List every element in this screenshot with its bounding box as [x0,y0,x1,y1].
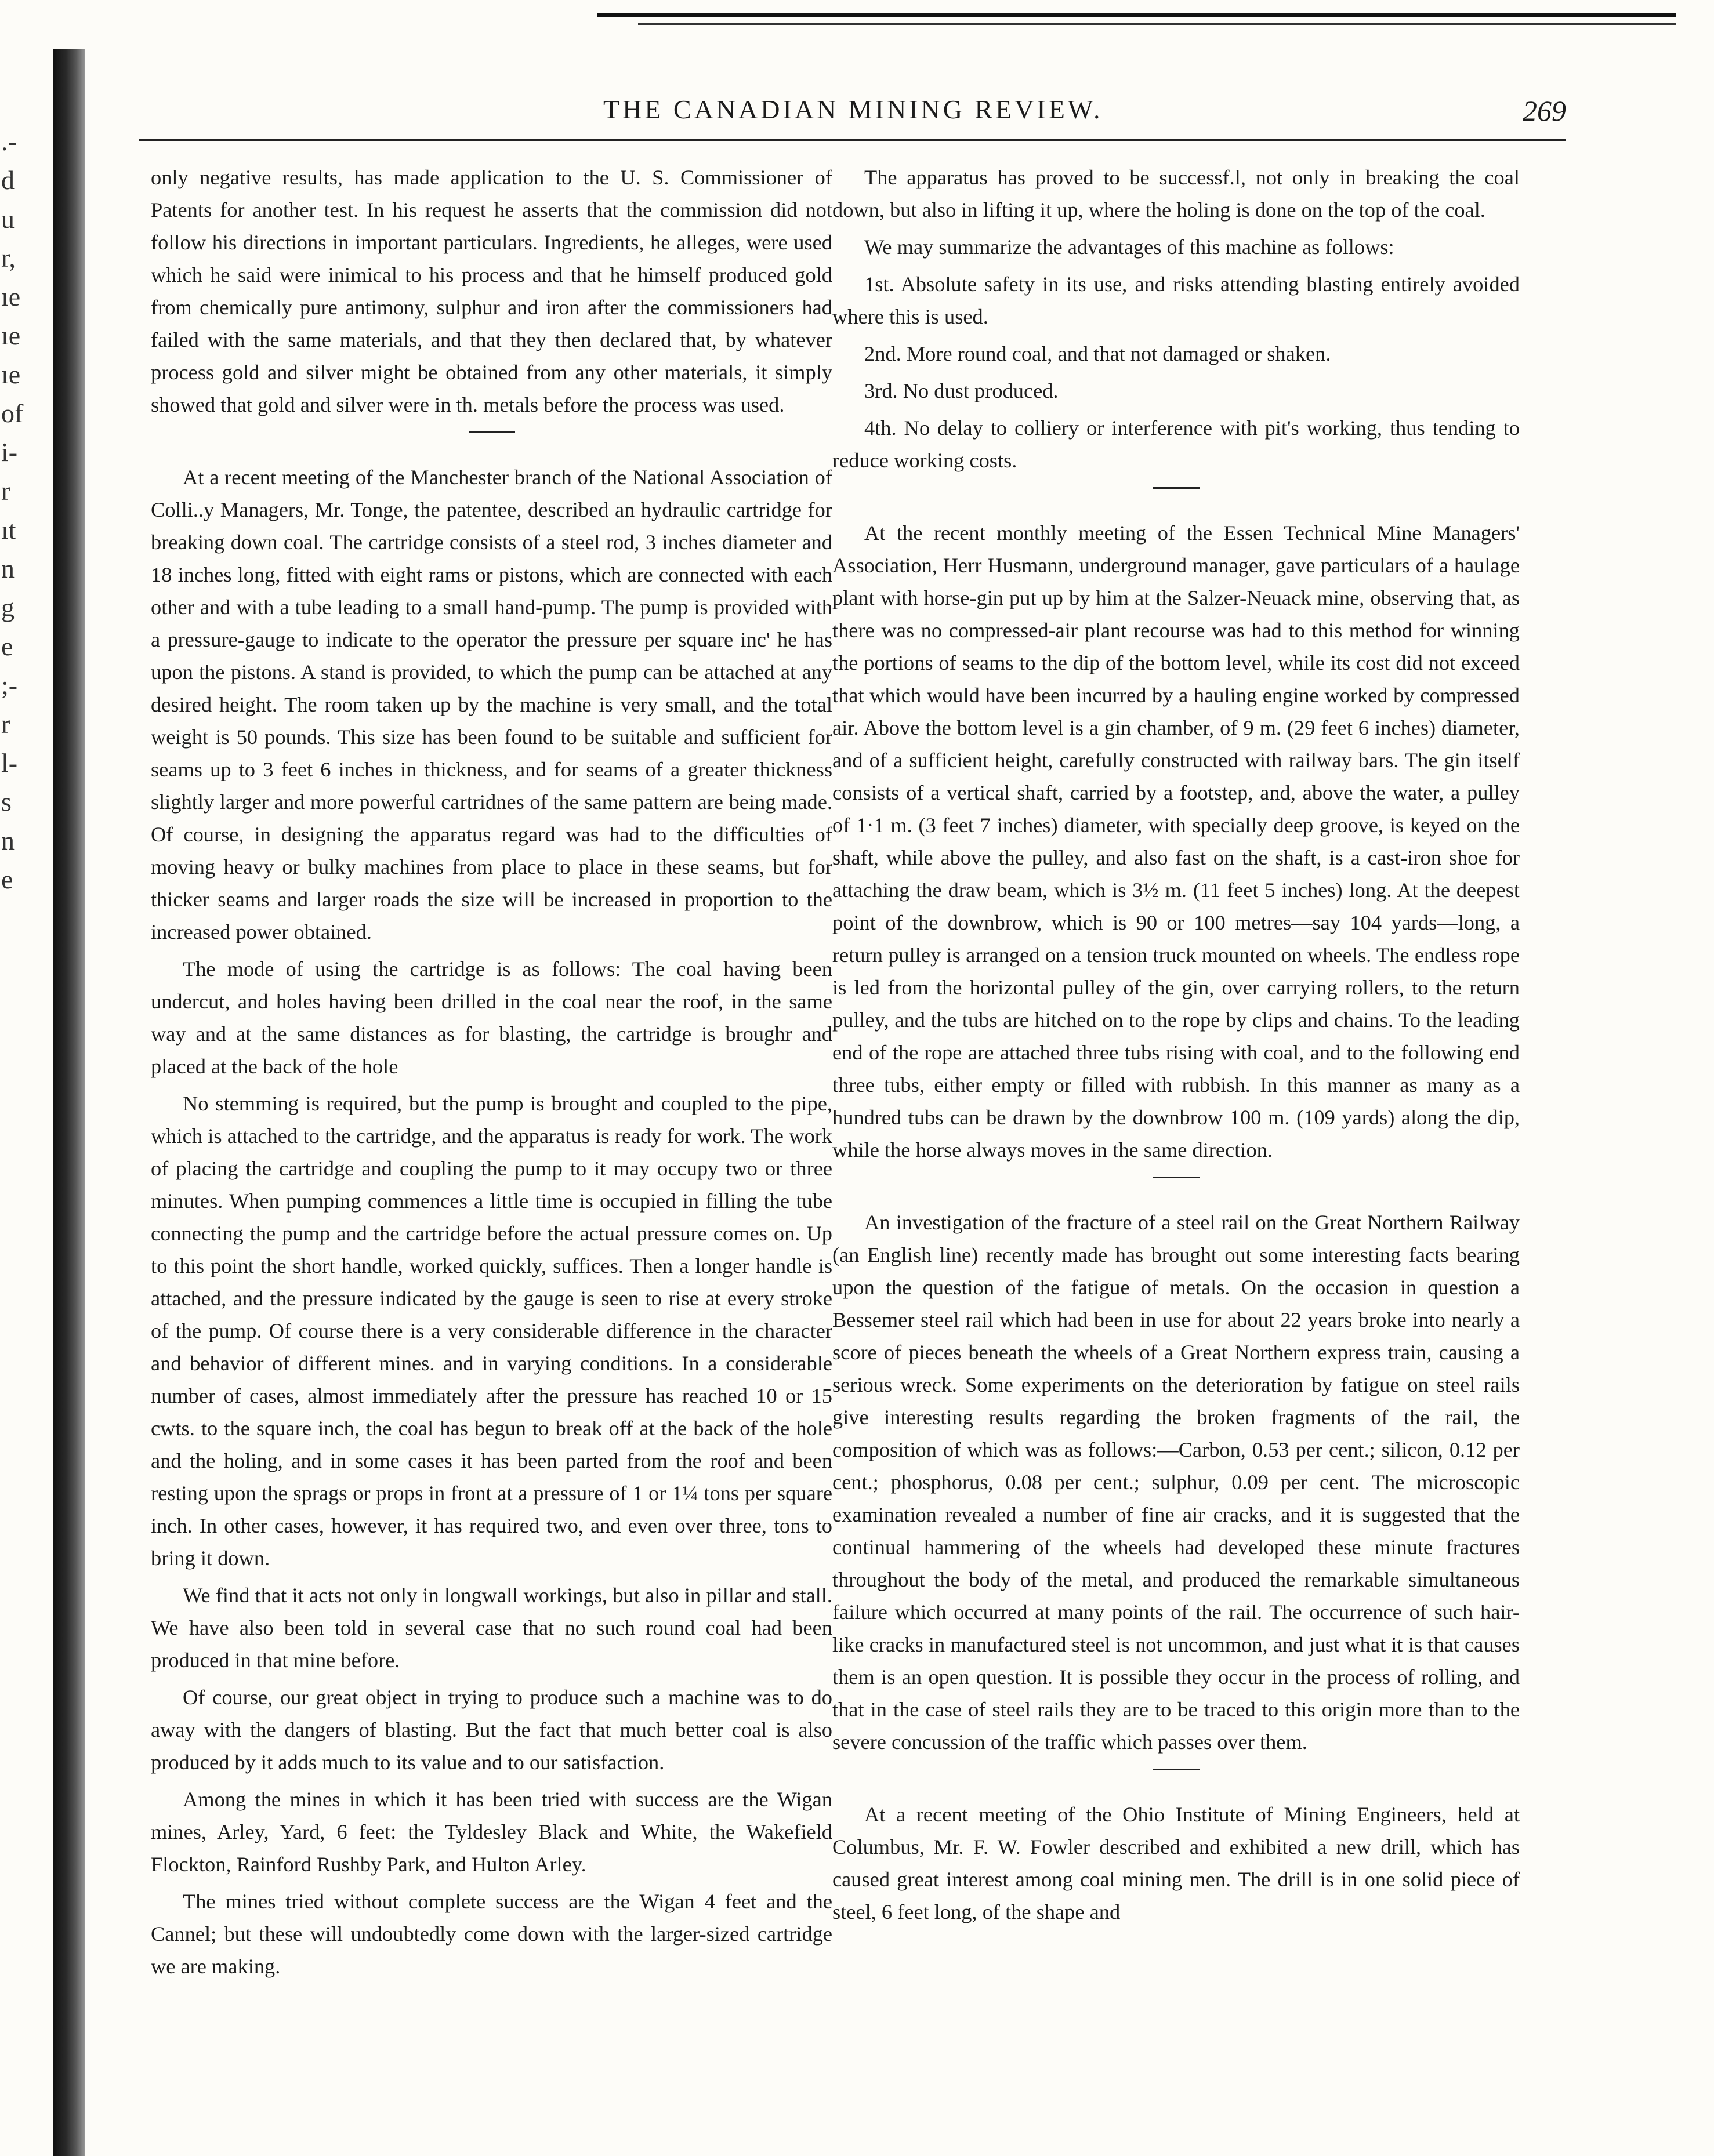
margin-fragment: r, [1,243,16,273]
paragraph: Of course, our great object in trying to produce such a machine was to do away with the dangers of blasting. But the fact that much better coal is also produced by it adds much to its value and to our satisfaction. [151,1686,832,1774]
margin-fragment: ıe [1,321,21,350]
margin-fragment: r [1,476,10,506]
list-item: 3rd. No dust produced. [864,379,1059,402]
section-separator [1153,1177,1200,1178]
margin-fragment: s [1,787,12,816]
margin-fragment: n [1,554,15,583]
margin-fragment: u [1,204,15,234]
list-item: 4th. No delay to colliery or interference with pit's working, thus tending to reduce working costs. [832,416,1520,472]
paragraph: No stemming is required, but the pump is brought and coupled to the pipe, which is attached to the cartridge, and the apparatus is ready for work. The work of placing the cartridge and coupling the pump to it may occupy two or three minutes. When pumping commences a little time is occupied in filling the tube connecting the pump and the cartridge before the actual pressure comes on. Up to this point the short handle, worked quickly, suffices. Then a longer handle is attached, and the pressure indicated by the gauge is seen to rise at every stroke of the pump. Of course there is a very considerable difference in the character and behavior of different mines. and in varying conditions. In a considerable number of cases, almost immediately after the pressure has reached 10 or 15 cwts. to the square inch, the coal has begun to break off at the back of the hole and the holing, and in some cases it has been parted from the roof and been resting upon the sprags or props in front at a pressure of 1 or 1¼ tons per square inch. In other cases, however, it has required two, and even over three, tons to bring it down. [151,1092,832,1570]
margin-fragment: d [1,165,15,195]
margin-fragments [1,122,48,899]
top-border-rule-thin [638,23,1676,25]
paragraph: The mode of using the cartridge is as follows: The coal having been undercut, and holes having been drilled in the coal near the roof, in the same way and at the same distances as for blasting, the cartridge is broughr and placed at the back of the hole [151,957,832,1078]
left-column [151,161,832,1987]
margin-fragment: n [1,826,15,855]
page-number: 269 [1523,95,1566,127]
header-rule [139,139,1566,141]
section-separator [469,431,515,433]
margin-fragment: ;- [1,670,18,700]
page-header [139,94,1566,135]
margin-fragment: i- [1,437,18,467]
paragraph: The mines tried without complete success are the Wigan 4 feet and the Cannel; but these will undoubtedly come down with the larger-sized cartridge we are making. [151,1890,832,1978]
paragraph: At a recent meeting of the Ohio Institute of Mining Engineers, held at Columbus, Mr. F. W. Fowler described and exhibited a new drill, which has caused great interest among coal mining men. The drill is in one solid piece of steel, 6 feet long, of the shape and [832,1803,1520,1923]
running-title: THE CANADIAN MINING REVIEW. [603,95,1103,124]
margin-fragment: g [1,593,15,622]
margin-fragment: ıt [1,515,16,545]
paragraph: At a recent meeting of the Manchester branch of the National Association of Colli..y Managers, Mr. Tonge, the patentee, described an hydraulic cartridge for breaking down coal. The cartridge consists of a steel rod, 3 inches diameter and 18 inches long, fitted with eight rams or pistons, which are connected with each other and with a tube leading to a small hand-pump. The pump is provided with a pressure-gauge to indicate to the operator the pressure per square inc' he has upon the pistons. A stand is provided, to which the pump can be attached at any desired height. The room taken up by the machine is very small, and the total weight is 50 pounds. This size has been found to be suitable and sufficient for seams up to 3 feet 6 inches in thickness, and for seams of a greater thickness slightly larger and more powerful cartridnes of the same pattern are being made. Of course, in designing the apparatus regard was had to the difficulties of moving heavy or bulky machines from place to place in these seams, but for thicker seams and larger roads the size will be increased in proportion to the increased power obtained. [151,466,832,943]
margin-fragment: ıe [1,360,21,389]
margin-fragment: .- [1,126,17,156]
list-item: 2nd. More round coal, and that not damaged or shaken. [864,342,1331,365]
paragraph: Among the mines in which it has been tried with success are the Wigan mines, Arley, Yard, 6 feet: the Tyldesley Black and White, the Wakefield Flockton, Rainford Rushby Park, and Hulton Arley. [151,1788,832,1876]
top-border-rule [597,13,1676,17]
paragraph: The apparatus has proved to be successf.l, not only in breaking the coal down, but also in lifting it up, where the holing is done on the top of the coal. [832,166,1520,222]
margin-fragment: e [1,865,13,894]
section-separator [1153,487,1200,489]
margin-fragment: l- [1,748,18,778]
margin-fragment: of [1,398,24,428]
paragraph: We find that it acts not only in longwall workings, but also in pillar and stall. We have also been told in several case that no such round coal had been produced in that mine before. [151,1584,832,1672]
paragraph: only negative results, has made application to the U. S. Commissioner of Patents for another test. In his request he asserts that the commission did not follow his directions in important particulars. Ingredients, he alleges, were used which he said were inimical to his process and that he himself produced gold from chemically pure antimony, sulphur and iron after the commissioners had failed with the same materials, and that they then declared that, by whatever process gold and silver might be obtained from any other materials, it simply showed that gold and silver were in th. metals before the process was used. [151,166,832,416]
section-separator [1153,1769,1200,1770]
margin-fragment: e [1,631,13,661]
paragraph: An investigation of the fracture of a steel rail on the Great Northern Railway (an English line) recently made has brought out some interesting facts bearing upon the question of the fatigue of metals. On the occasion in question a Bessemer steel rail which had been in use for about 22 years broke into nearly a score of pieces beneath the wheels of a Great Northern express train, causing a serious wreck. Some experiments on the deterioration by fatigue on steel rails give interesting results regarding the broken fragments of the rail, the composition of which was as follows:—Carbon, 0.53 per cent.; silicon, 0.12 per cent.; phosphorus, 0.08 per cent.; sulphur, 0.09 per cent. The microscopic examination revealed a number of fine air cracks, and it is suggested that the continual hammering of the wheels had developed these minute fractures throughout the body of the metal, and produced the remarkable simultaneous failure which occurred at many points of the rail. The occurrence of such hair-like cracks in manufactured steel is not uncommon, and just what it is that causes them is an open question. It is possible they occur in the process of rolling, and that in the case of steel rails they are to be traced to this origin more than to the severe concussion of the traffic which passes over them. [832,1211,1520,1754]
paragraph: At the recent monthly meeting of the Essen Technical Mine Managers' Association, Herr Husmann, underground manager, gave particulars of a haulage plant with horse-gin put up by him at the Salzer-Neuack mine, observing that, as there was no compressed-air plant recourse was had to this method for winning the portions of seams to the dip of the bottom level, while its cost did not exceed that which would have been incurred by a hauling engine worked by compressed air. Above the bottom level is a gin chamber, of 9 m. (29 feet 6 inches) diameter, and of a sufficient height, carefully constructed with railway bars. The gin itself consists of a vertical shaft, carried by a footstep, and, above the water, a pulley of 1·1 m. (3 feet 7 inches) diameter, with specially deep groove, is keyed on the shaft, while above the pulley, and also fast on the shaft, is a cast-iron shoe for attaching the draw beam, which is 3½ m. (11 feet 5 inches) long. At the deepest point of the downbrow, which is 90 or 100 metres—say 104 yards—long, a return pulley is arranged on a tension truck mounted on wheels. The endless rope is led from the horizontal pulley of the gin, over carrying rollers, to the return pulley, and the tubs are hitched on to the rope by clips and chains. To the leading end of the rope are attached three tubs rising with coal, and to the following end three tubs, either empty or filled with rubbish. In this manner as many as a hundred tubs can be drawn by the downbrow 100 m. (109 yards) along the dip, while the horse always moves in the same direction. [832,521,1520,1162]
margin-fragment: r [1,709,10,739]
list-item: 1st. Absolute safety in its use, and risks attending blasting entirely avoided where this is used. [832,273,1520,328]
paragraph: We may summarize the advantages of this machine as follows: [864,235,1394,259]
binding-edge [53,49,85,2156]
margin-fragment: ıe [1,282,21,311]
right-column [832,161,1520,1933]
